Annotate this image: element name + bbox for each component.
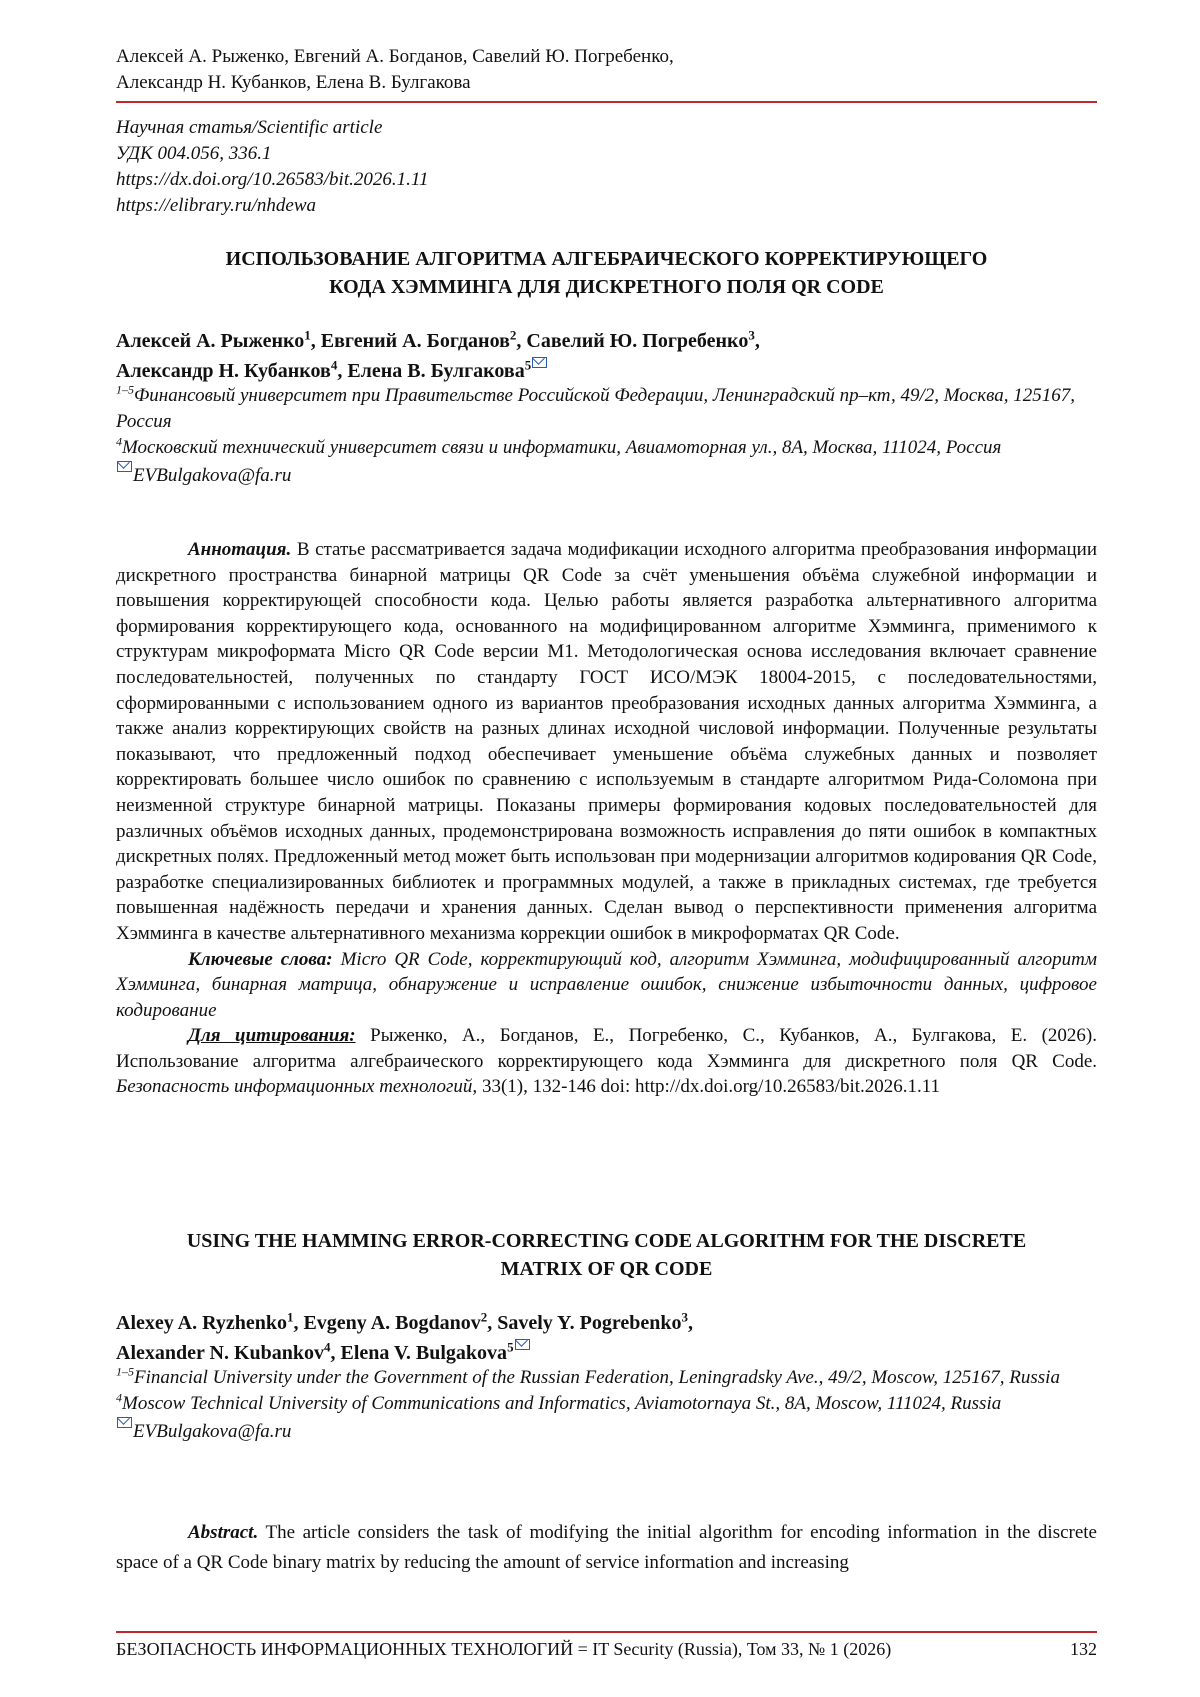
- keywords-label: Ключевые слова:: [188, 948, 333, 970]
- footer-divider: [116, 1631, 1097, 1633]
- citation-doi: 33(1), 132-146 doi: http://dx.doi.org/10.26583/bit.2026.1.11: [481, 1076, 941, 1098]
- abstract-block: [116, 1518, 1097, 1578]
- affiliations-ru: [116, 383, 1097, 489]
- envelope-icon: [117, 1417, 132, 1428]
- running-header: [116, 44, 674, 96]
- author-sup: 3: [681, 1309, 689, 1325]
- keywords-paragraph: [116, 947, 1097, 1024]
- author-sup: 2: [509, 327, 517, 343]
- author-sup: 3: [748, 327, 755, 343]
- title-en-line2: MATRIX OF QR CODE: [500, 1258, 713, 1280]
- header-authors-line2: Александр Н. Кубанков, Елена В. Булгакова: [116, 72, 471, 93]
- article-meta: [116, 115, 428, 219]
- author-sup: 4: [330, 357, 338, 373]
- citation-paragraph: [116, 1023, 1097, 1100]
- author-sup: 1: [304, 327, 311, 343]
- title-en: [116, 1227, 1097, 1283]
- annotation-label: Аннотация.: [188, 539, 292, 560]
- author-name: Елена В. Булгакова: [347, 360, 525, 382]
- abstract-paragraph: [116, 1518, 1097, 1578]
- author-name: Savely Y. Pogrebenko: [497, 1312, 682, 1334]
- author-name: Elena V. Bulgakova: [340, 1342, 508, 1364]
- affiliation-2: Московский технический университет связи и информатики, Авиамоторная ул., 8А, Москва, 111024, Россия: [122, 437, 1002, 458]
- author-sup: 5: [524, 357, 532, 373]
- footer-journal: БЕЗОПАСНОСТЬ ИНФОРМАЦИОННЫХ ТЕХНОЛОГИЙ = IT Security (Russia), Том 33, № 1 (2026): [116, 1639, 892, 1659]
- author-sup: 2: [480, 1309, 488, 1325]
- annotation-text: В статье рассматривается задача модификации исходного алгоритма преобразования информации дискретного пространства бинарной матрицы QR Code за счёт уменьшения объёма служебной информации и повышения корректирующей способности кода. Целью работы является разработка альтернативного алгоритма формирования корректирующего кода, основанного на модифицированном алгоритме Хэмминга, применимого к структурам микроформата Micro QR Code версии M1. Методологическая основа исследования включает сравнение последовательностей, полученных по стандарту ГОСТ ИСО/МЭК 18004-2015, с последовательностями, сформированными с использованием одного из вариантов преобразования исходных данных алгоритма Хэмминга, а также анализ корректирующих свойств на разных длинах исходной числовой информации. Полученные результаты показывают, что предложенный подход обеспечивает уменьшение объёма служебных данных и позволяет корректировать большее число ошибок по сравнению с используемым в стандарте алгоритмом Рида-Соломона при неизменной структуре бинарной матрицы. Показаны примеры формирования кодовых последовательностей для различных объёмов исходных данных, продемонстрирована возможность исправления до пяти ошибок в компактных дискретных полях. Предложенный метод может быть использован при модернизации алгоритмов кодирования QR Code, разработке специализированных библиотек и программных модулей, а также в прикладных системах, где требуется повышенная надёжность передачи и хранения данных. Сделан вывод о перспективности применения алгоритма Хэмминга в качестве альтернативного механизма коррекции ошибок в микроформатах QR Code.: [116, 539, 1097, 944]
- aff-sup: 4: [116, 1390, 122, 1405]
- citation-label: Для цитирования:: [188, 1025, 356, 1047]
- aff-sup: 1–5: [116, 1364, 134, 1379]
- envelope-icon: [117, 461, 132, 472]
- annotation-block: [116, 537, 1097, 1100]
- aff-sup: 4: [116, 434, 122, 449]
- affiliations-en: [116, 1365, 1097, 1445]
- abstract-label: Abstract.: [188, 1522, 259, 1543]
- envelope-icon: [532, 357, 547, 368]
- author-name: Александр Н. Кубанков: [116, 360, 331, 382]
- annotation-paragraph: [116, 537, 1097, 947]
- doi-link[interactable]: https://dx.doi.org/10.26583/bit.2026.1.11: [116, 169, 429, 190]
- affiliation-2: Moscow Technical University of Communications and Informatics, Aviamotornaya St., 8A, Moscow, 111024, Russia: [122, 1393, 1002, 1414]
- author-name: Савелий Ю. Погребенко: [526, 330, 749, 352]
- author-name: Evgeny A. Bogdanov: [303, 1312, 481, 1334]
- title-ru-line1: ИСПОЛЬЗОВАНИЕ АЛГОРИТМА АЛГЕБРАИЧЕСКОГО КОРРЕКТИРУЮЩЕГО: [225, 248, 988, 270]
- header-divider: [116, 101, 1097, 103]
- affiliation-1: Financial University under the Government of the Russian Federation, Leningradsky Ave., 49/2, Moscow, 125167, Russia: [134, 1367, 1060, 1388]
- udk-code: УДК 004.056, 336.1: [116, 143, 272, 164]
- author-name: Алексей А. Рыженко: [116, 330, 305, 352]
- affiliation-1: Финансовый университет при Правительстве Российской Федерации, Ленинградский пр–кт, 49/2, Москва, 125167, Россия: [116, 385, 1075, 432]
- authors-ru: Алексей А. Рыженко$^1$, Евгений А. Богданов$^2$, Савелий Ю. Погребенко$^3$, Александр Н. Кубанков$^4$, Елена В. Булгакова$^5$: [116, 327, 760, 382]
- header-authors-line1: Алексей А. Рыженко, Евгений А. Богданов, Савелий Ю. Погребенко,: [116, 46, 674, 67]
- author-name: Евгений А. Богданов: [320, 330, 510, 352]
- aff-sup: 1–5: [116, 382, 134, 397]
- author-sup: 5: [507, 1339, 514, 1355]
- citation-journal: Безопасность информационных технологий,: [116, 1076, 478, 1098]
- email-link[interactable]: EVBulgakova@fa.ru: [133, 465, 292, 486]
- title-ru-line2: КОДА ХЭММИНГА ДЛЯ ДИСКРЕТНОГО ПОЛЯ QR CODE: [329, 276, 884, 298]
- author-name: Alexey A. Ryzhenko: [116, 1312, 287, 1334]
- title-ru: [116, 245, 1097, 301]
- title-en-line1: USING THE HAMMING ERROR-CORRECTING CODE ALGORITHM FOR THE DISCRETE: [186, 1230, 1027, 1252]
- citation-text: Рыженко, А., Богданов, Е., Погребенко, С., Кубанков, А., Булгакова, Е. (2026). Использование алгоритма алгебраического корректирующего кода Хэмминга для дискретного поля QR Code.: [116, 1025, 1098, 1072]
- abstract-text: The article considers the task of modifying the initial algorithm for encoding information in the discrete space of a QR Code binary matrix by reducing the amount of service information and increasing: [116, 1522, 1097, 1573]
- author-name: Alexander N. Kubankov: [116, 1342, 325, 1364]
- page-number: 132: [1070, 1639, 1097, 1659]
- keywords-text: Micro QR Code, корректирующий код, алгоритм Хэмминга, модифицированный алгоритм Хэмминга, бинарная матрица, обнаружение и исправление ошибок, снижение избыточности данных, цифровое кодирование: [116, 948, 1097, 1021]
- author-sup: 1: [286, 1309, 294, 1325]
- authors-en: Alexey A. Ryzhenko$^1$, Evgeny A. Bogdanov$^2$, Savely Y. Pogrebenko$^3$, Alexander N. Kubankov$^4$, Elena V. Bulgakova$^5$: [116, 1309, 694, 1364]
- email-link[interactable]: EVBulgakova@fa.ru: [133, 1421, 292, 1442]
- author-sup: 4: [324, 1339, 331, 1355]
- article-type: Научная статья/Scientific article: [116, 117, 383, 138]
- elibrary-link[interactable]: https://elibrary.ru/nhdewa: [116, 195, 317, 216]
- envelope-icon: [515, 1339, 530, 1350]
